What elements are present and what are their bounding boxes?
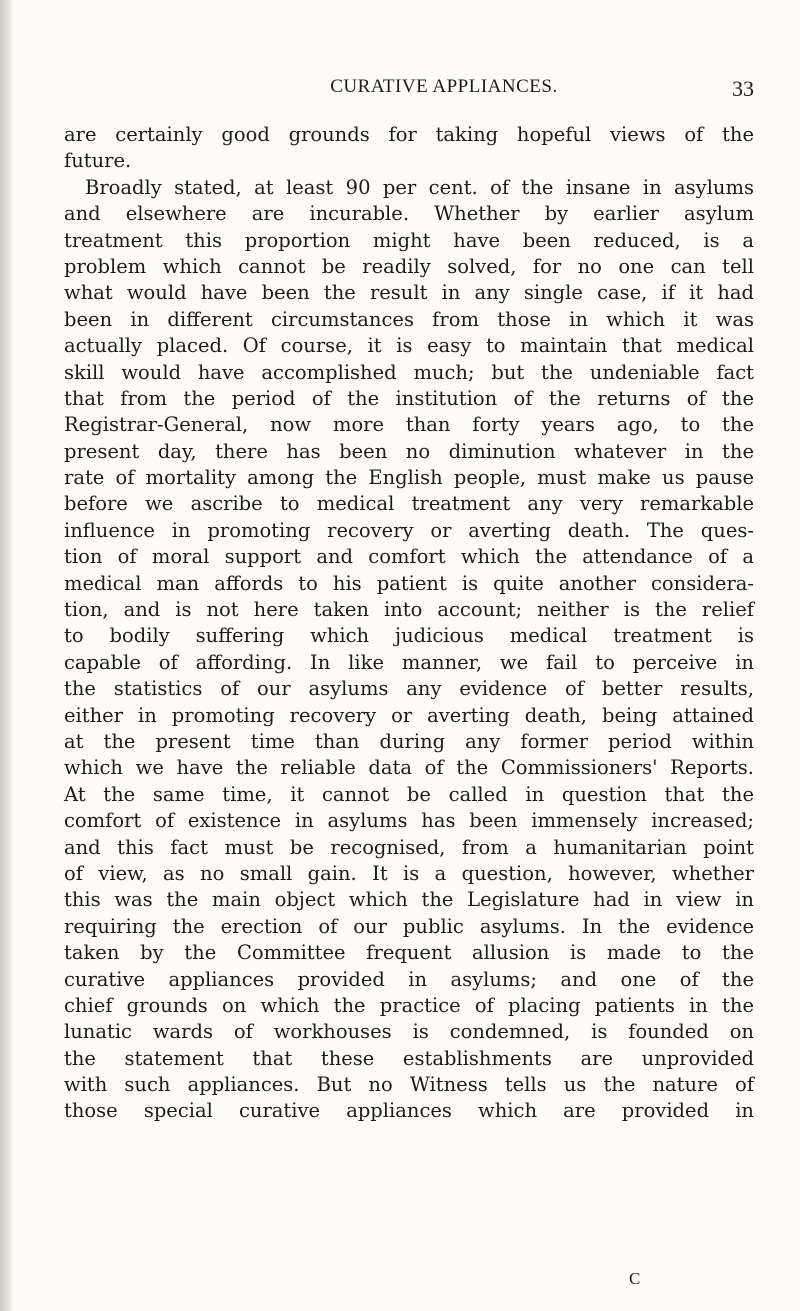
text-line: that from the period of the institution of the returns of the <box>64 386 754 410</box>
text-line: to bodily suffering which judicious medical treatment is <box>64 624 754 648</box>
text-line: tion, and is not here taken into account; neither is the relief <box>64 598 754 622</box>
text-line: this was the main object which the Legislature had in view in <box>64 888 754 912</box>
text-line: At the same time, it cannot be called in question that the <box>64 782 754 806</box>
running-head <box>64 76 754 100</box>
text-line: are certainly good grounds for taking hopeful views of the <box>64 123 754 146</box>
text-line: Registrar-General, now more than forty years ago, to the <box>64 413 754 437</box>
text-line: with such appliances. But no Witness tells us the nature of <box>64 1073 754 1097</box>
text-line: future. <box>64 149 132 173</box>
text-line: Broadly stated, at least 90 per cent. of the insane in asylums <box>85 175 754 199</box>
text-line: lunatic wards of workhouses is condemned, is founded on <box>64 1020 754 1044</box>
text-line: of view, as no small gain. It is a question, however, whether <box>64 861 754 885</box>
text-line: comfort of existence in asylums has been immensely increased; <box>64 809 754 833</box>
text-line: problem which cannot be readily solved, for no one can tell <box>64 254 754 278</box>
text-line: curative appliances provided in asylums; and one of the <box>64 967 754 991</box>
text-line: treatment this proportion might have been reduced, is a <box>64 228 754 252</box>
text-line: medical man affords to his patient is quite another considera- <box>64 571 754 595</box>
text-line: capable of affording. In like manner, we fail to perceive in <box>64 650 754 674</box>
text-line: before we ascribe to medical treatment any very remarkable <box>64 492 754 516</box>
text-line: at the present time than during any former period within <box>64 729 754 753</box>
text-line: those special curative appliances which are provided in <box>64 1099 754 1123</box>
text-line: which we have the reliable data of the Commissioners' Reports. <box>64 756 754 780</box>
text-line: chief grounds on which the practice of placing patients in the <box>64 993 754 1017</box>
body-text <box>64 122 754 1125</box>
signature-mark: C <box>629 1269 641 1288</box>
page-binding-edge <box>0 0 14 1311</box>
text-line: the statement that these establishments are unprovided <box>64 1046 754 1070</box>
text-line: the statistics of our asylums any evidence of better results, <box>64 677 754 701</box>
text-line: either in promoting recovery or averting death, being attained <box>64 703 754 727</box>
text-line: and elsewhere are incurable. Whether by earlier asylum <box>64 202 754 226</box>
page-number: 33 <box>732 76 754 101</box>
text-line: requiring the erection of our public asylums. In the evidence <box>64 914 754 938</box>
text-line: been in different circumstances from those in which it was <box>64 307 754 331</box>
text-line: and this fact must be recognised, from a humanitarian point <box>64 835 754 859</box>
text-line: influence in promoting recovery or averting death. The ques- <box>64 518 754 542</box>
text-line: rate of mortality among the English people, must make us pause <box>64 466 754 490</box>
text-line: present day, there has been no diminution whatever in the <box>64 439 754 463</box>
text-line: tion of moral support and comfort which the attendance of a <box>64 545 754 569</box>
running-head-title: CURATIVE APPLIANCES. <box>330 76 558 97</box>
text-line: skill would have accomplished much; but the undeniable fact <box>64 360 754 384</box>
text-line: taken by the Committee frequent allusion is made to the <box>64 941 754 965</box>
text-line: what would have been the result in any single case, if it had <box>64 281 754 305</box>
text-line: actually placed. Of course, it is easy to maintain that medical <box>64 334 754 358</box>
